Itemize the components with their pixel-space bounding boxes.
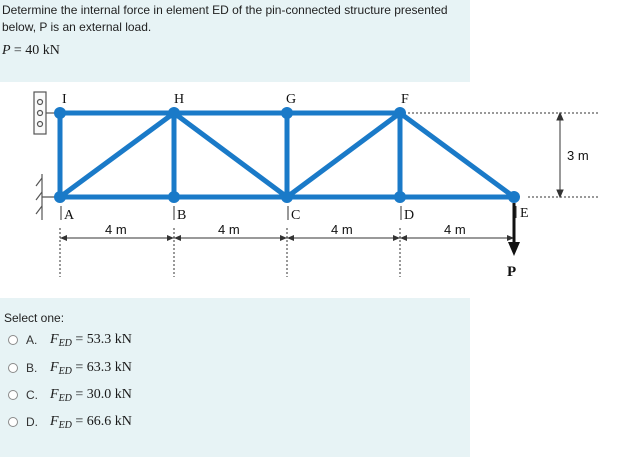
dim-label-de: 4 m — [444, 222, 466, 237]
node-label-d: D — [404, 208, 415, 223]
option-b-letter: B. — [26, 361, 38, 375]
truss-diagram — [0, 82, 628, 298]
option-c[interactable] — [8, 386, 132, 404]
node-label-h: H — [174, 92, 185, 107]
dim-label-bc: 4 m — [218, 222, 240, 237]
node-label-c: C — [291, 208, 301, 223]
option-c-radio[interactable] — [8, 390, 18, 400]
node-label-a: A — [64, 208, 75, 223]
option-d[interactable] — [8, 413, 132, 431]
load-arrow — [508, 203, 520, 256]
answer-panel — [0, 298, 470, 457]
option-a-radio[interactable] — [8, 335, 18, 345]
option-b-radio[interactable] — [8, 363, 18, 373]
node-label-b: B — [177, 208, 187, 223]
option-b-text: $F_{ED} = 63.3$ kN — [50, 359, 132, 377]
node-label-i: I — [62, 92, 67, 107]
truss-members — [60, 113, 514, 197]
node-label-e: E — [520, 206, 529, 221]
option-c-letter: C. — [26, 388, 38, 402]
load-symbol: P — [2, 43, 11, 58]
option-d-letter: D. — [26, 415, 38, 429]
question-text-panel — [0, 0, 470, 82]
node-label-f: F — [401, 92, 409, 107]
dim-label-cd: 4 m — [331, 222, 353, 237]
option-d-radio[interactable] — [8, 417, 18, 427]
load-value — [2, 43, 60, 59]
option-a-letter: A. — [26, 333, 38, 347]
question-line-2: below, P is an external load. — [2, 20, 152, 34]
truss-figure — [0, 82, 628, 298]
node-label-g: G — [286, 92, 297, 107]
load-label: P — [507, 264, 517, 280]
select-one-label: Select one: — [4, 311, 65, 325]
option-b[interactable] — [8, 359, 132, 377]
option-c-text: $F_{ED} = 30.0$ kN — [50, 386, 132, 404]
dim-label-height: 3 m — [567, 148, 589, 163]
option-a-text: $F_{ED} = 53.3$ kN — [50, 331, 132, 349]
load-equation: = 40 kN — [13, 43, 60, 58]
option-d-text: $F_{ED} = 66.6$ kN — [50, 413, 132, 431]
question-line-1: Determine the internal force in element ED of the pin-connected structure presented — [2, 3, 448, 17]
dim-label-ab: 4 m — [105, 222, 127, 237]
option-a[interactable] — [8, 331, 132, 349]
